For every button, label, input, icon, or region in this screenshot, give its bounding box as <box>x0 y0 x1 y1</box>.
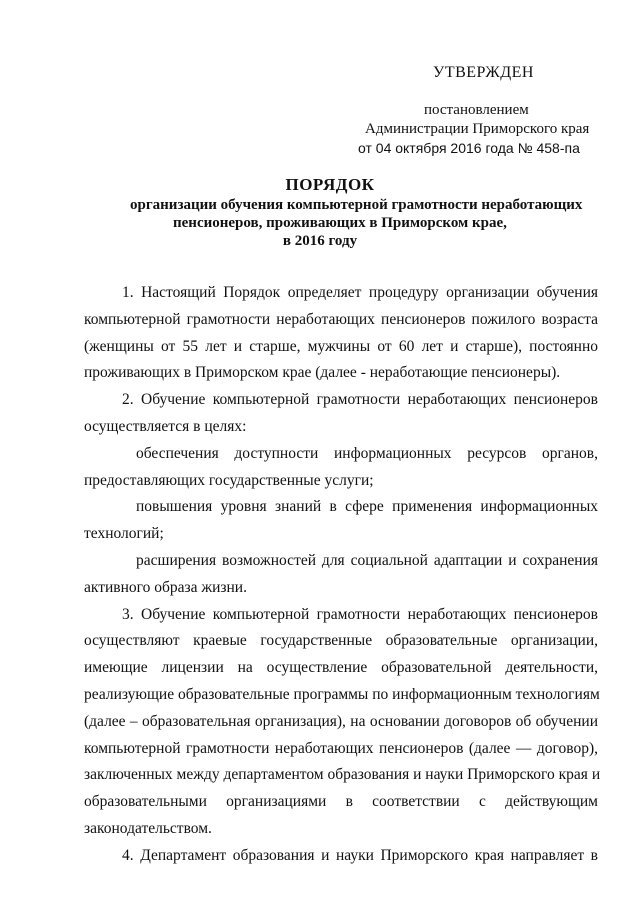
body-text-line: осуществляют краевые государственные образовательные организации, <box>84 632 598 650</box>
approval-line-resolution: постановлением <box>424 102 529 118</box>
body-text-line: (женщины от 55 лет и старше, мужчины от 60 лет и старше), постоянно <box>84 337 598 355</box>
body-text-line: компьютерной грамотности неработающих пенсионеров пожилого возраста <box>84 310 598 328</box>
document-subtitle-line-1: организации обучения компьютерной грамотности неработающих <box>130 197 583 213</box>
document-subtitle-line-2: пенсионеров, проживающих в Приморском крае, <box>173 215 507 231</box>
body-text-line: образовательными организациями в соответствии с действующим <box>84 793 598 811</box>
body-text-line: имеющие лицензии на осуществление образовательной деятельности, <box>84 659 598 677</box>
body-text-line: осуществляется в целях: <box>84 418 247 435</box>
body-text-line: 3. Обучение компьютерной грамотности неработающих пенсионеров <box>122 605 598 623</box>
body-text-line: реализующие образовательные программы по информационным технологиям <box>84 686 600 703</box>
body-text-line: (далее – образовательная организация), на основании договоров об обучении <box>84 712 598 730</box>
body-text-line: 1. Настоящий Порядок определяет процедуру организации обучения <box>122 284 598 301</box>
body-text-line: расширения возможностей для социальной адаптации и сохранения <box>136 552 598 569</box>
approval-line-date-number: от 04 октября 2016 года № 458-па <box>358 140 580 156</box>
body-text-line: 2. Обучение компьютерной грамотности неработающих пенсионеров <box>122 391 598 409</box>
body-text-line: повышения уровня знаний в сфере применения информационных <box>136 498 598 516</box>
body-text-line: компьютерной грамотности неработающих пенсионеров (далее — договор), <box>84 739 598 757</box>
body-text-line: законодательством. <box>84 820 212 837</box>
approval-line-authority: Администрации Приморского края <box>365 121 590 137</box>
body-text-line: 4. Департамент образования и науки Приморского края направляет в <box>122 846 598 864</box>
document-subtitle-line-3: в 2016 году <box>282 233 358 249</box>
body-text-line: обеспечения доступности информационных ресурсов органов, <box>136 444 598 462</box>
body-text-line: проживающих в Приморском крае (далее - неработающие пенсионеры). <box>84 364 561 382</box>
body-text-line: активного образа жизни. <box>84 578 247 596</box>
body-text-line: заключенных между департаментом образования и науки Приморского края и <box>84 766 601 784</box>
document-title: ПОРЯДОК <box>285 175 375 194</box>
body-text-line: предоставляющих государственные услуги; <box>84 471 374 489</box>
approval-stamp-heading: УТВЕРЖДЕН <box>433 64 534 81</box>
body-text-line: технологий; <box>84 525 164 543</box>
